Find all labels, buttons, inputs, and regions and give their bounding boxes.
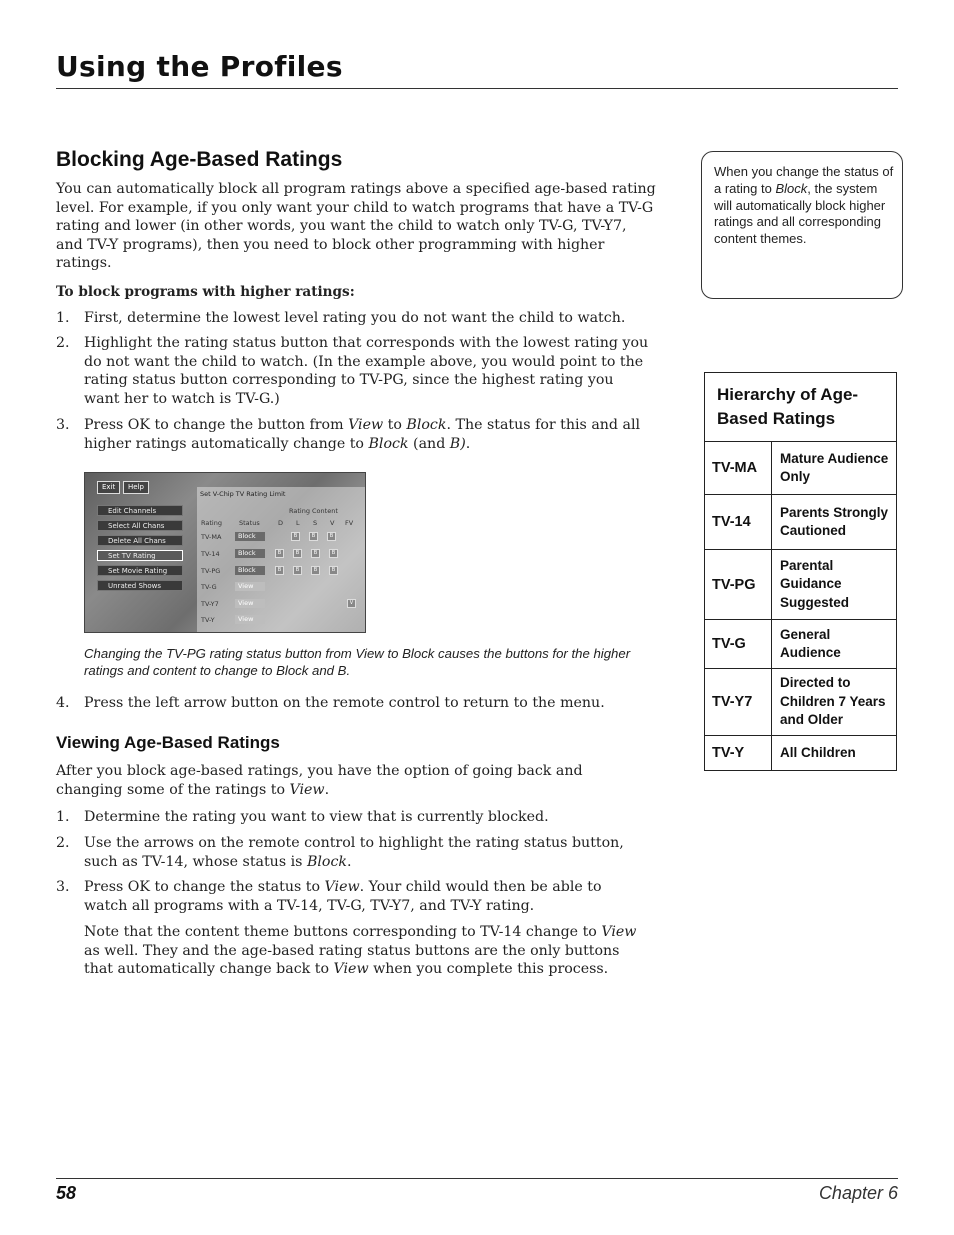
step-text: Highlight the rating status button that corresponds with the lowest rating you do not want the child to watch. (In the example above, you would point to the rating status button corresponding to TV-PG, since the highest rating you want her to watch is TV-G.) <box>84 335 649 407</box>
status-button[interactable]: Block <box>235 549 265 558</box>
screenshot-caption: Changing the TV-PG rating status button from View to Block causes the buttons for the higher ratings and content to change to Block and B. <box>84 646 631 679</box>
col-v: V <box>330 519 335 527</box>
table-row <box>705 442 896 495</box>
callout-box: When you change the status of a rating to Block, the system will automatically block higher ratings and all corresponding content themes. <box>701 151 903 299</box>
menu-item-delete-all[interactable]: Delete All Chans <box>97 535 183 546</box>
rating-panel <box>197 487 365 632</box>
content-box[interactable]: B <box>329 566 338 575</box>
row-rating: TV-G <box>201 583 217 591</box>
hierarchy-table <box>704 372 897 771</box>
content-box[interactable]: B <box>275 549 284 558</box>
row-rating: TV-Y <box>201 616 215 624</box>
rating-content-label: Rating Content <box>289 507 338 515</box>
row-rating: TV-14 <box>201 550 220 558</box>
rating-desc: Mature Audience Only <box>780 450 889 484</box>
content-box[interactable]: B <box>311 566 320 575</box>
step-number: 1. <box>56 809 70 825</box>
menu-title: Set V-Chip TV Rating Limit <box>200 490 286 498</box>
col-status: Status <box>239 519 260 527</box>
row-rating: TV-MA <box>201 533 222 541</box>
content-box[interactable]: V <box>347 599 356 608</box>
rating-code: TV-G <box>705 620 772 668</box>
rating-desc: General Audience <box>780 626 841 660</box>
step-text: Determine the rating you want to view that is currently blocked. <box>84 809 549 825</box>
rating-code: TV-14 <box>705 495 772 549</box>
rating-desc: Directed to Children 7 Years and Older <box>780 675 886 728</box>
footer-divider <box>56 1178 898 1179</box>
col-fv: FV <box>345 519 354 527</box>
chapter-label: Chapter 6 <box>818 1183 898 1203</box>
table-row <box>705 736 896 770</box>
blocking-intro: You can automatically block all program ratings above a specified age-based rating level. For example, if you only want your child to watch programs that have a TV-G rating and lower (in other words, you want the child to watch only TV-G, TV-Y7, and TV-Y programs), then you need to block other programming with higher ratings. <box>56 181 656 272</box>
table-row <box>705 620 896 669</box>
status-button[interactable]: View <box>235 615 265 624</box>
content-box[interactable]: B <box>293 566 302 575</box>
status-button[interactable]: View <box>235 599 265 608</box>
table-row <box>705 669 896 736</box>
col-rating: Rating <box>201 519 222 527</box>
status-button[interactable]: View <box>235 582 265 591</box>
page-title: Using the Profiles <box>56 50 343 83</box>
status-button[interactable]: Block <box>235 532 265 541</box>
step-text: First, determine the lowest level rating you do not want the child to watch. <box>84 310 626 326</box>
col-s: S <box>313 519 318 527</box>
table-row <box>705 495 896 550</box>
step-number: 3. <box>56 879 70 895</box>
note-paragraph: Note that the content theme buttons corresponding to TV-14 change to View as well. They and the age-based rating status buttons are the only buttons that automatically change back to View when you complete this process. <box>84 924 637 978</box>
menu-item-edit-channels[interactable]: Edit Channels <box>97 505 183 516</box>
title-divider <box>56 88 898 89</box>
content-box[interactable]: B <box>327 532 336 541</box>
rating-code: TV-Y7 <box>705 669 772 735</box>
rating-desc: Parents Strongly Cautioned <box>780 504 889 538</box>
section-heading-blocking: Blocking Age-Based Ratings <box>56 148 343 171</box>
content-box[interactable]: B <box>311 549 320 558</box>
menu-item-select-all[interactable]: Select All Chans <box>97 520 183 531</box>
table-title: Hierarchy of Age-Based Ratings <box>705 373 896 442</box>
steps-label: To block programs with higher ratings: <box>56 284 355 300</box>
rating-desc: Parental Guidance Suggested <box>780 557 850 610</box>
content-box[interactable]: B <box>309 532 318 541</box>
rating-code: TV-Y <box>705 736 772 770</box>
table-row <box>705 550 896 620</box>
row-rating: TV-Y7 <box>201 600 219 608</box>
step-number: 3. <box>56 417 70 433</box>
menu-item-set-tv-rating[interactable]: Set TV Rating <box>97 550 183 561</box>
menu-item-set-movie-rating[interactable]: Set Movie Rating <box>97 565 183 576</box>
step-number: 1. <box>56 310 70 326</box>
step-text: Use the arrows on the remote control to highlight the rating status button, such as TV-14, whose status is Block. <box>84 835 624 870</box>
content-box[interactable]: B <box>293 549 302 558</box>
step-number: 4. <box>56 695 70 711</box>
help-button[interactable]: Help <box>123 481 149 494</box>
content-box[interactable]: B <box>275 566 284 575</box>
step-text: Press OK to change the button from View to Block. The status for this and all higher ratings automatically change to Block (and B). <box>84 417 641 452</box>
rating-desc: All Children <box>780 744 856 760</box>
rating-code: TV-MA <box>705 442 772 494</box>
page-number: 58 <box>56 1183 77 1203</box>
vchip-screenshot <box>84 472 366 633</box>
viewing-intro: After you block age-based ratings, you have the option of going back and changing some of the ratings to View. <box>56 763 583 798</box>
step-number: 2. <box>56 835 70 851</box>
content-box[interactable]: B <box>329 549 338 558</box>
menu-item-unrated-shows[interactable]: Unrated Shows <box>97 580 183 591</box>
col-l: L <box>296 519 300 527</box>
step-text: Press the left arrow button on the remote control to return to the menu. <box>84 695 605 711</box>
status-button[interactable]: Block <box>235 566 265 575</box>
step-number: 2. <box>56 335 70 351</box>
row-rating: TV-PG <box>201 567 221 575</box>
content-box[interactable]: B <box>291 532 300 541</box>
col-d: D <box>278 519 284 527</box>
section-heading-viewing: Viewing Age-Based Ratings <box>56 733 280 752</box>
rating-code: TV-PG <box>705 550 772 619</box>
step-text: Press OK to change the status to View. Your child would then be able to watch all programs with a TV-14, TV-G, TV-Y7, and TV-Y rating. <box>84 879 602 914</box>
exit-button[interactable]: Exit <box>97 481 120 494</box>
